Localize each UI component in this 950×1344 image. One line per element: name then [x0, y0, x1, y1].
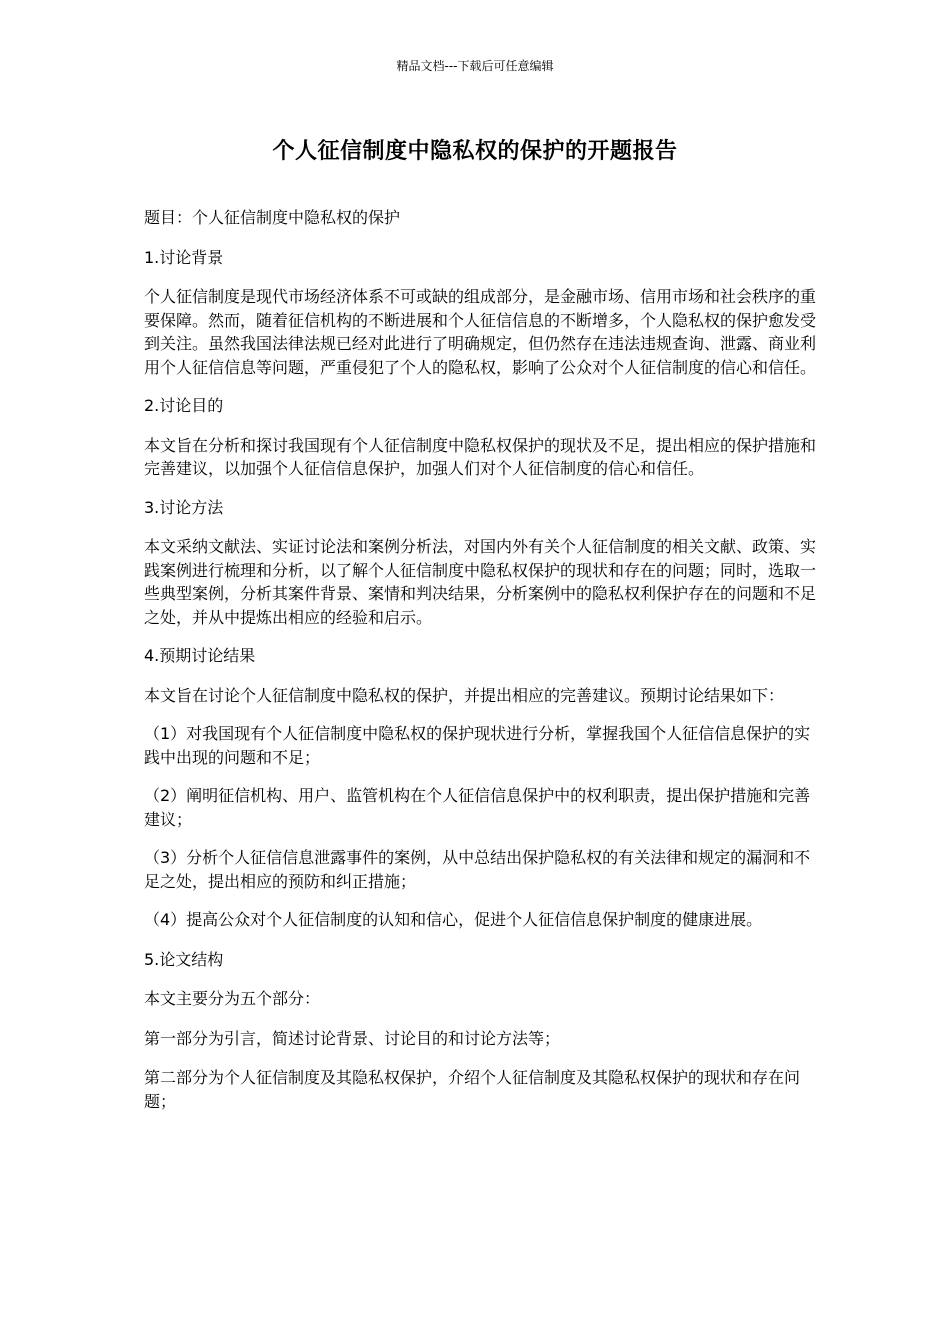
- page-header: 精品文档---下载后可任意编辑: [396, 59, 554, 73]
- document-body: [144, 206, 819, 1128]
- result-item-3: （3）分析个人征信信息泄露事件的案例，从中总结出保护隐私权的有关法律和规定的漏洞和不足之处，提出相应的预防和纠正措施；: [144, 848, 811, 891]
- document-title: 个人征信制度中隐私权的保护的开题报告: [272, 139, 678, 164]
- result-item-1: （1）对我国现有个人征信制度中隐私权的保护现状进行分析，掌握我国个人征信信息保护的实践中出现的问题和不足；: [144, 724, 811, 767]
- paragraph-purpose: 本文旨在分析和探讨我国现有个人征信制度中隐私权保护的现状及不足，提出相应的保护措施和完善建议，以加强个人征信信息保护，加强人们对个人征信制度的信心和信任。: [144, 435, 817, 478]
- result-item-2: （2）阐明征信机构、用户、监管机构在个人征信信息保护中的权利职责，提出保护措施和完善建议；: [144, 786, 811, 829]
- paragraph-structure-intro: 本文主要分为五个部分：: [144, 989, 321, 1008]
- section-heading-background: 1.讨论背景: [144, 247, 224, 267]
- structure-part-1: 第一部分为引言，简述讨论背景、讨论目的和讨论方法等；: [144, 1028, 561, 1048]
- paragraph-method: 本文采纳文献法、实证讨论法和案例分析法，对国内外有关个人征信制度的相关文献、政策、实践案例进行梳理和分析，以了解个人征信制度中隐私权保护的现状和存在的问题；同时，选取一些典型案例，分析其案件背景、案情和判决结果，分析案例中的隐私权利保护存在的问题和不足之处，并从中提炼出相应的经验和启示。: [144, 537, 817, 627]
- result-item-4: （4）提高公众对个人征信制度的认知和信心，促进个人征信信息保护制度的健康进展。: [144, 910, 763, 929]
- section-heading-structure: 5.论文结构: [144, 949, 224, 969]
- paragraph-background: 个人征信制度是现代市场经济体系不可或缺的组成部分，是金融市场、信用市场和社会秩序的重要保障。然而，随着征信机构的不断进展和个人征信信息的不断增多，个人隐私权的保护愈发受到关注。虽然我国法律法规已经对此进行了明确规定，但仍然存在违法违规查询、泄露、商业利用个人征信信息等问题，严重侵犯了个人的隐私权，影响了公众对个人征信制度的信心和信任。: [144, 287, 817, 377]
- structure-part-2: 第二部分为个人征信制度及其隐私权保护，介绍个人征信制度及其隐私权保护的现状和存在问题；: [144, 1068, 801, 1111]
- paragraph-results-intro: 本文旨在讨论个人征信制度中隐私权的保护，并提出相应的完善建议。预期讨论结果如下：: [144, 685, 785, 705]
- topic-line: 题目：个人征信制度中隐私权的保护: [144, 208, 401, 227]
- section-heading-results: 4.预期讨论结果: [144, 646, 256, 665]
- section-heading-purpose: 2.讨论目的: [144, 396, 224, 415]
- section-heading-method: 3.讨论方法: [144, 497, 224, 517]
